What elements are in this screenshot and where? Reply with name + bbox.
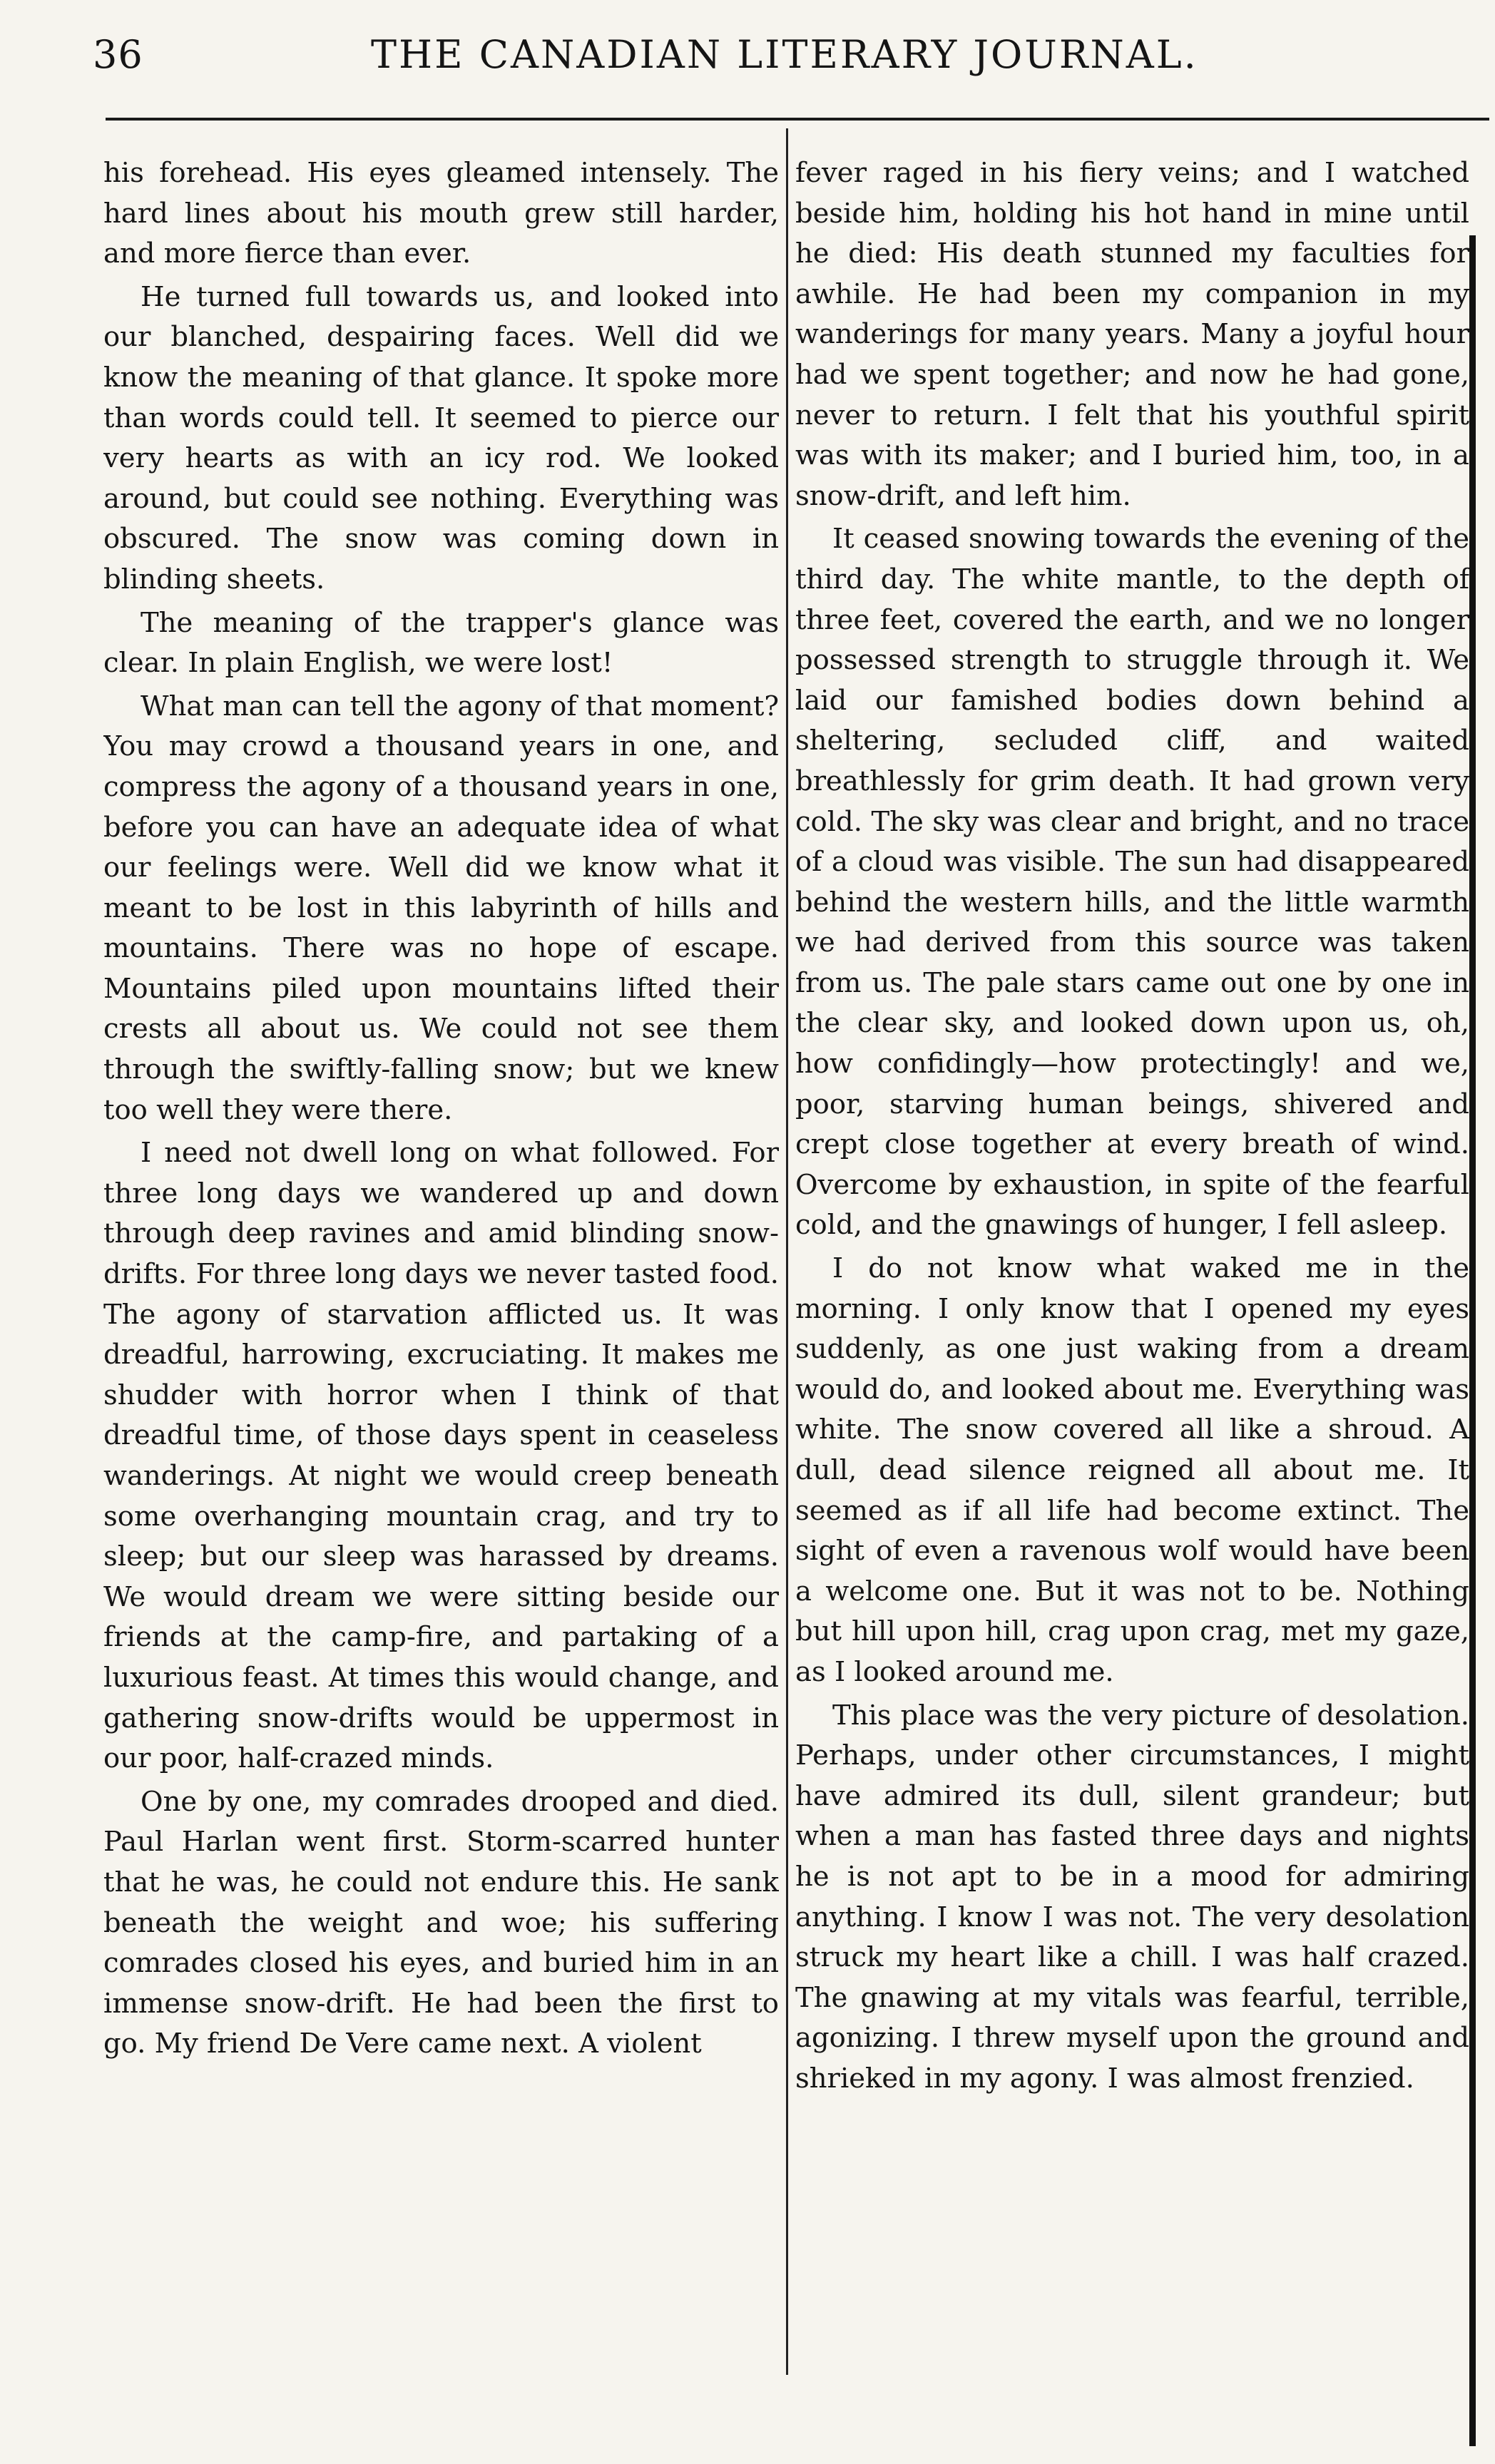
paragraph: I do not know what waked me in the morning. I only know that I opened my eyes suddenly, as one just waking from a dream would do, and looked about me. Everything was white. The snow covered all like a shroud. A dull, dead silence reigned all about me. It seemed as if all life had become extinct. The sight of even a ravenous wolf would have been a welcome one. But it was not to be. Nothing but hill upon hill, crag upon crag, met my gaze, as I looked around me.	[795, 1252, 1469, 1688]
paragraph: This place was the very picture of desolation. Perhaps, under other circumstances, I might have admired its dull, silent grandeur; but when a man has fasted three days and nights he is not apt to be in a mood for admiring anything. I know I was not. The very desolation struck my heart like a chill. I was half crazed. The gnawing at my vitals was fearful, terrible, agonizing. I threw myself upon the ground and shrieked in my agony. I was almost frenzied.	[795, 1699, 1469, 2095]
page-number: 36	[93, 32, 143, 77]
paragraph: I need not dwell long on what followed. For three long days we wandered up and down through deep ravines and amid blinding snow-drifts. For three long days we never tasted food. The agony of starvation afflicted us. It was dreadful, harrowing, excruciating. It makes me shudder with horror when I think of that dreadful time, of those days spent in ceaseless wanderings. At night we would creep beneath some overhanging mountain crag, and try to sleep; but our sleep was harassed by dreams. We would dream we were sitting beside our friends at the camp-fire, and partaking of a luxurious feast. At times this would change, and gathering snow-drifts would be uppermost in our poor, half-crazed minds.	[103, 1137, 779, 1775]
paragraph: He turned full towards us, and looked into our blanched, despairing faces. Well did we know the meaning of that glance. It spoke more than words could tell. It seemed to pierce our very hearts as with an icy rod. We looked around, but could see nothing. Everything was obscured. The snow was coming down in blinding sheets.	[103, 280, 779, 595]
right-column	[795, 153, 1469, 2400]
page-edge-shadow	[1469, 235, 1476, 2446]
paragraph: fever raged in his fiery veins; and I watched beside him, holding his hot hand in mine until he died: His death stunned my faculties for awhile. He had been my companion in my wanderings for many years. Many a joyful hour had we spent together; and now he had gone, never to return. I felt that his youthful spirit was with its maker; and I buried him, too, in a snow-drift, and left him.	[795, 157, 1469, 512]
left-column	[103, 153, 779, 2400]
page-header	[0, 0, 1495, 121]
paragraph: The meaning of the trapper's glance was clear. In plain English, we were lost!	[103, 606, 779, 680]
paragraph: One by one, my comrades drooped and died. Paul Harlan went first. Storm-scarred hunter that he was, he could not endure this. He sank beneath the weight and woe; his suffering comrades closed his eyes, and buried him in an immense snow-drift. He had been the first to go. My friend De Vere came next. A violent	[103, 1785, 779, 2060]
header-rule	[106, 118, 1489, 121]
paragraph: his forehead. His eyes gleamed intensely. The hard lines about his mouth grew still harder, and more fierce than ever.	[103, 157, 779, 270]
paragraph: What man can tell the agony of that moment? You may crowd a thousand years in one, and compress the agony of a thousand years in one, before you can have an adequate idea of what our feelings were. Well did we know what it meant to be lost in this labyrinth of hills and mountains. There was no hope of escape. Mountains piled upon mountains lifted their crests all about us. We could not see them through the swiftly-falling snow; but we knew too well they were there.	[103, 690, 779, 1126]
column-divider	[786, 128, 788, 2375]
paragraph: It ceased snowing towards the evening of the third day. The white mantle, to the depth of three feet, covered the earth, and we no longer possessed strength to struggle through it. We laid our famished bodies down behind a sheltering, secluded cliff, and waited breathlessly for grim death. It had grown very cold. The sky was clear and bright, and no trace of a cloud was visible. The sun had disappeared behind the western hills, and the little warmth we had derived from this source was taken from us. The pale stars came out one by one in the clear sky, and looked down upon us, oh, how confidingly—how protectingly! and we, poor, starving human beings, shivered and crept close together at every breath of wind. Overcome by exhaustion, in spite of the fearful cold, and the gnawings of hunger, I fell asleep.	[795, 523, 1469, 1242]
running-title: THE CANADIAN LITERARY JOURNAL.	[371, 32, 1198, 77]
